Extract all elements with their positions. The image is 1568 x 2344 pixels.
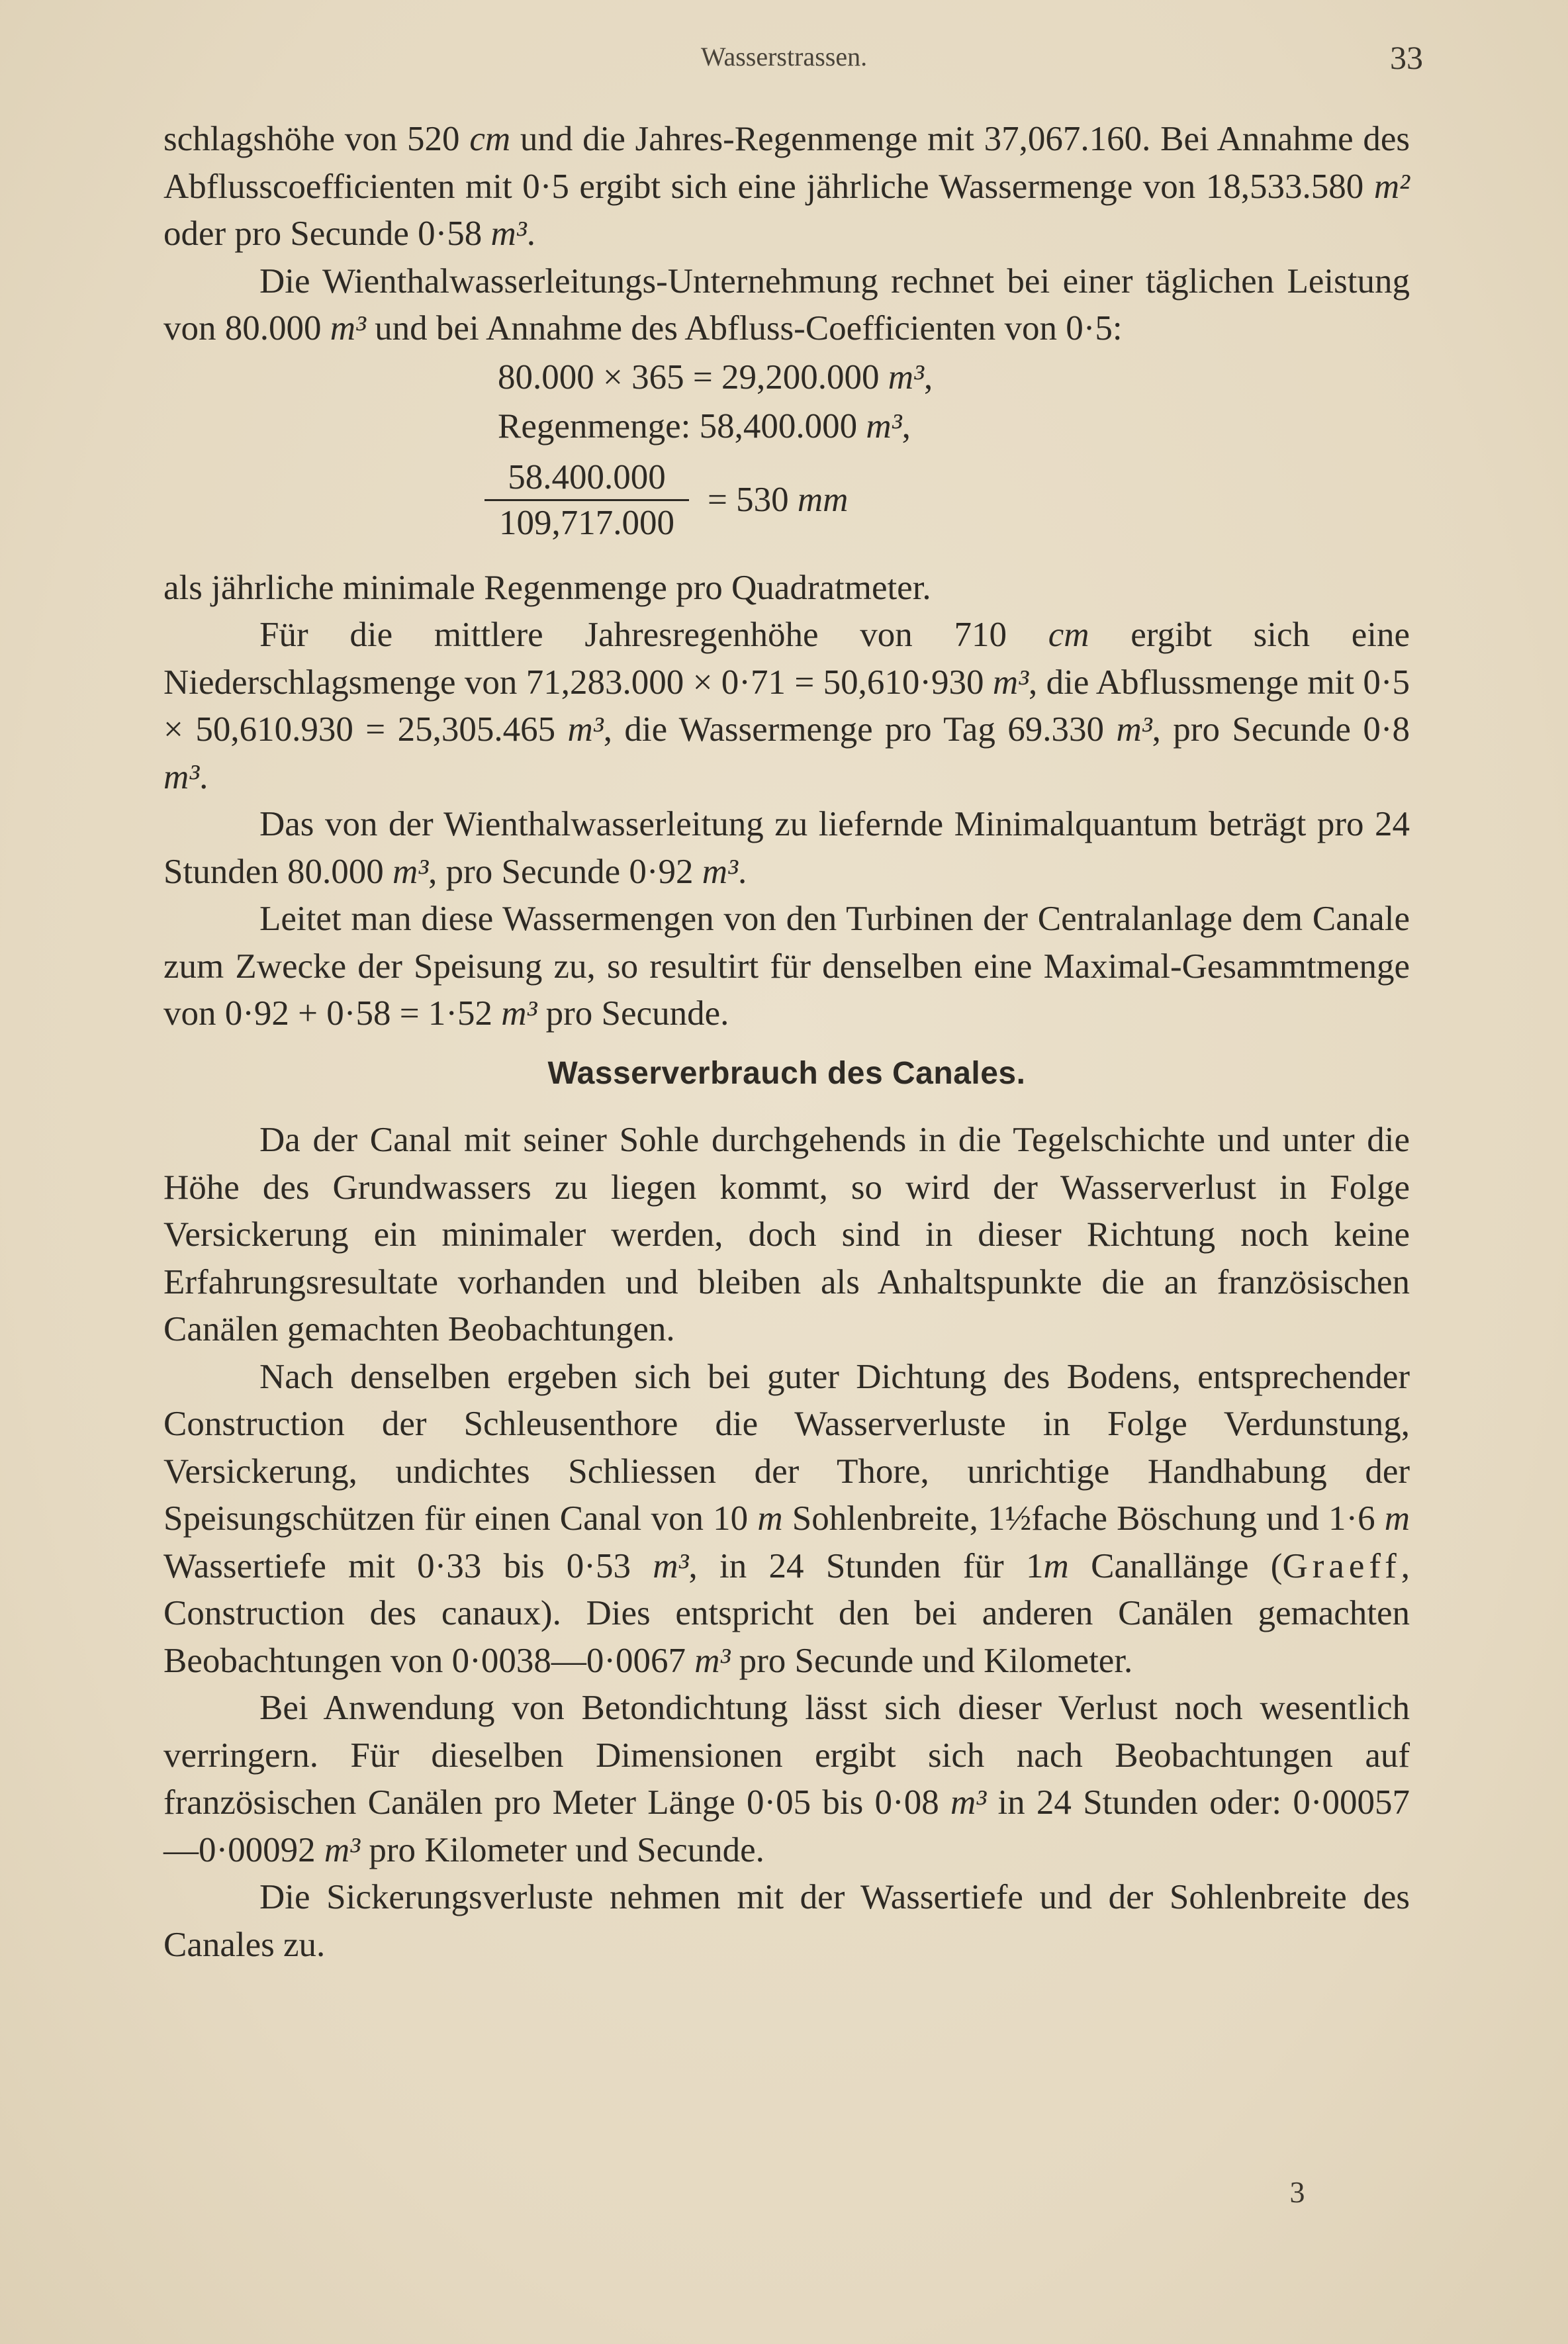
paragraph-3: als jährliche minimale Regenmenge pro Quadratmeter. [163,568,931,607]
paragraph-10: Die Sickerungsverluste nehmen mit der Wassertiefe und der Sohlenbreite des Canales zu. [163,1878,1410,1964]
body-text [163,116,1410,1969]
fraction-numerator: 58.400.000 [508,458,666,496]
paragraph-4: Für die mittlere Jahresregenhöhe von 710 cm ergibt sich eine Niederschlagsmenge von 71,283.000 × 0·71 = 50,610·930 m³, die Abflussmenge mit 0·5 × 50,610.930 = 25,305.465 m³, die Wassermenge pro Tag 69.330 m³, pro Secunde 0·8 m³. [163,616,1410,796]
paragraph-6: Leitet man diese Wassermengen von den Turbinen der Centralanlage dem Canale zum Zwecke der Speisung zu, so resultirt für denselben eine Maximal-Gesammtmenge von 0·92 + 0·58 = 1·52 m³ pro Secunde. [163,900,1410,1033]
paragraph-5: Das von der Wienthalwasserleitung zu liefernde Minimalquantum beträgt pro 24 Stunden 80.000 m³, pro Secunde 0·92 m³. [163,805,1410,891]
calculation-line-2: Regenmenge: 58,400.000 m³, [498,406,911,445]
calculation-line-1: 80.000 × 365 = 29,200.000 m³, [498,357,933,397]
calculation-block [498,353,1226,550]
fraction-denominator: 109,717.000 [484,499,689,545]
paragraph-1: schlagshöhe von 520 cm und die Jahres-Regenmenge mit 37,067.160. Bei Annahme des Abflusscoefficienten mit 0·5 ergibt sich eine jährliche Wassermenge von 18,533.580 m² oder pro Secunde 0·58 m³. [163,120,1410,253]
page-number: 33 [1390,39,1423,76]
author-name: Graeff [1282,1546,1401,1585]
running-head: Wasserstrassen. [700,42,868,71]
fraction-result: = 530 mm [708,480,849,519]
signature-mark: 3 [1289,2175,1305,2209]
calculation-fraction [484,451,1226,550]
section-heading: Wasserverbrauch des Canales. [547,1055,1026,1091]
paragraph-7: Da der Canal mit seiner Sohle durchgehends in die Tegelschichte und unter die Höhe des Grundwassers zu liegen kommt, so wird der Wasserverlust in Folge Versickerung ein minimaler werden, doch sind in dieser Richtung noch keine Erfahrungsresultate vorhanden und bleiben als Anhaltspunkte die an französischen Canälen gemachten Beobachtungen. [163,1121,1410,1348]
fraction [484,455,689,545]
unit: m³ [490,214,527,253]
paragraph-9: Bei Anwendung von Betondichtung lässt sich dieser Verlust noch wesentlich verringern. Für dieselben Dimensionen ergibt sich nach Beobachtungen auf französischen Canälen pro Meter Länge 0·05 bis 0·08 m³ in 24 Stunden oder: 0·00057—0·00092 m³ pro Kilometer und Secunde. [163,1689,1410,1869]
unit: m² [1373,167,1410,206]
unit: m³ [330,309,366,348]
paragraph-8: Nach denselben ergeben sich bei guter Dichtung des Bodens, entsprechender Construction der Schleusenthore die Wasserverluste in Folge Verdunstung, Versickerung, undichtes Schliessen der Thore, unrichtige Handhabung der Speisungschützen für einen Canal von 10 m Sohlenbreite, 1½fache Böschung und 1·6 m Wassertiefe mit 0·33 bis 0·53 m³, in 24 Stunden für 1m Canallänge (Graeff, Construction des canaux). Dies entspricht den bei anderen Canälen gemachten Beobachtungen von 0·0038—0·0067 m³ pro Secunde und Kilometer. [163,1357,1410,1680]
paragraph-2: Die Wienthalwasserleitungs-Unternehmung rechnet bei einer täglichen Leistung von 80.000 m³ und bei Annahme des Abfluss-Coefficienten von 0·5: [163,261,1410,348]
unit: cm [469,120,511,158]
